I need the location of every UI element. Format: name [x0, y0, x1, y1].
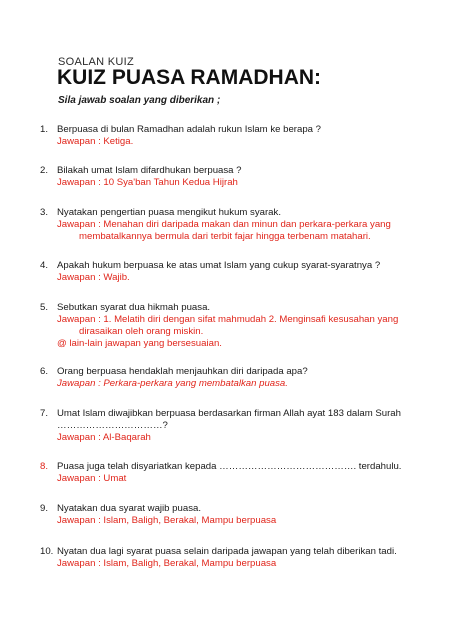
question-number: 4.: [40, 260, 49, 271]
instructions: Sila jawab soalan yang diberikan ;: [58, 95, 221, 106]
question-8: [40, 461, 460, 485]
question-6: [40, 366, 460, 390]
answer-text: Jawapan : Islam, Baligh, Berakal, Mampu berpuasa: [57, 558, 277, 569]
question-text: Orang berpuasa hendaklah menjauhkan diri daripada apa?: [57, 366, 308, 377]
question-9: [40, 503, 460, 527]
question-text: ……………………………?: [57, 420, 168, 431]
question-text: Nyatakan dua syarat wajib puasa.: [57, 503, 201, 514]
question-number: 2.: [40, 165, 49, 176]
answer-text: Jawapan : Wajib.: [57, 272, 130, 283]
question-number: 10.: [40, 546, 54, 557]
answer-text: Jawapan : 1. Melatih diri dengan sifat mahmudah 2. Menginsafi kesusahan yang: [57, 314, 399, 325]
question-number: 8.: [40, 461, 49, 472]
document-kicker: SOALAN KUIZ: [58, 56, 135, 68]
answer-text: Jawapan : Perkara-perkara yang membatalkan puasa.: [57, 378, 288, 389]
question-number: 5.: [40, 302, 49, 313]
question-number: 6.: [40, 366, 49, 377]
question-7: [40, 408, 460, 444]
question-text: Nyatakan pengertian puasa mengikut hukum syarak.: [57, 207, 281, 218]
question-4: [40, 260, 460, 284]
question-3: [40, 207, 460, 243]
question-number: 3.: [40, 207, 49, 218]
question-number: 7.: [40, 408, 49, 419]
question-text: Sebutkan syarat dua hikmah puasa.: [57, 302, 211, 313]
answer-text: membatalkannya bermula dari terbit fajar hingga terbenam matahari.: [79, 231, 371, 242]
question-1: [40, 124, 460, 148]
question-number: 1.: [40, 124, 49, 135]
answer-text: Jawapan : Al-Baqarah: [57, 432, 151, 443]
question-10: [40, 546, 460, 570]
answer-text: Jawapan : Menahan diri daripada makan dan minun dan perkara-perkara yang: [57, 219, 391, 230]
question-text: Bilakah umat Islam difardhukan berpuasa ?: [57, 165, 242, 176]
answer-text: Jawapan : Islam, Baligh, Berakal, Mampu berpuasa: [57, 515, 277, 526]
answer-text: dirasaikan oleh orang miskin.: [79, 326, 204, 337]
question-5: [40, 302, 460, 350]
question-2: [40, 165, 460, 189]
question-text: Apakah hukum berpuasa ke atas umat Islam yang cukup syarat-syaratnya ?: [57, 260, 381, 271]
answer-text: Jawapan : Ketiga.: [57, 136, 134, 147]
answer-text: @ lain-lain jawapan yang bersesuaian.: [57, 338, 222, 349]
question-number: 9.: [40, 503, 49, 514]
answer-text: Jawapan : 10 Sya'ban Tahun Kedua Hijrah: [57, 177, 238, 188]
question-text: Nyatan dua lagi syarat puasa selain daripada jawapan yang telah diberikan tadi.: [57, 546, 397, 557]
page-title: KUIZ PUASA RAMADHAN:: [57, 66, 322, 89]
question-text: Berpuasa di bulan Ramadhan adalah rukun Islam ke berapa ?: [57, 124, 322, 135]
answer-text: Jawapan : Umat: [57, 473, 127, 484]
question-text: Puasa juga telah disyariatkan kepada ……………………………………. terdahulu.: [57, 461, 402, 472]
question-text: Umat Islam diwajibkan berpuasa berdasarkan firman Allah ayat 183 dalam Surah: [57, 408, 401, 419]
